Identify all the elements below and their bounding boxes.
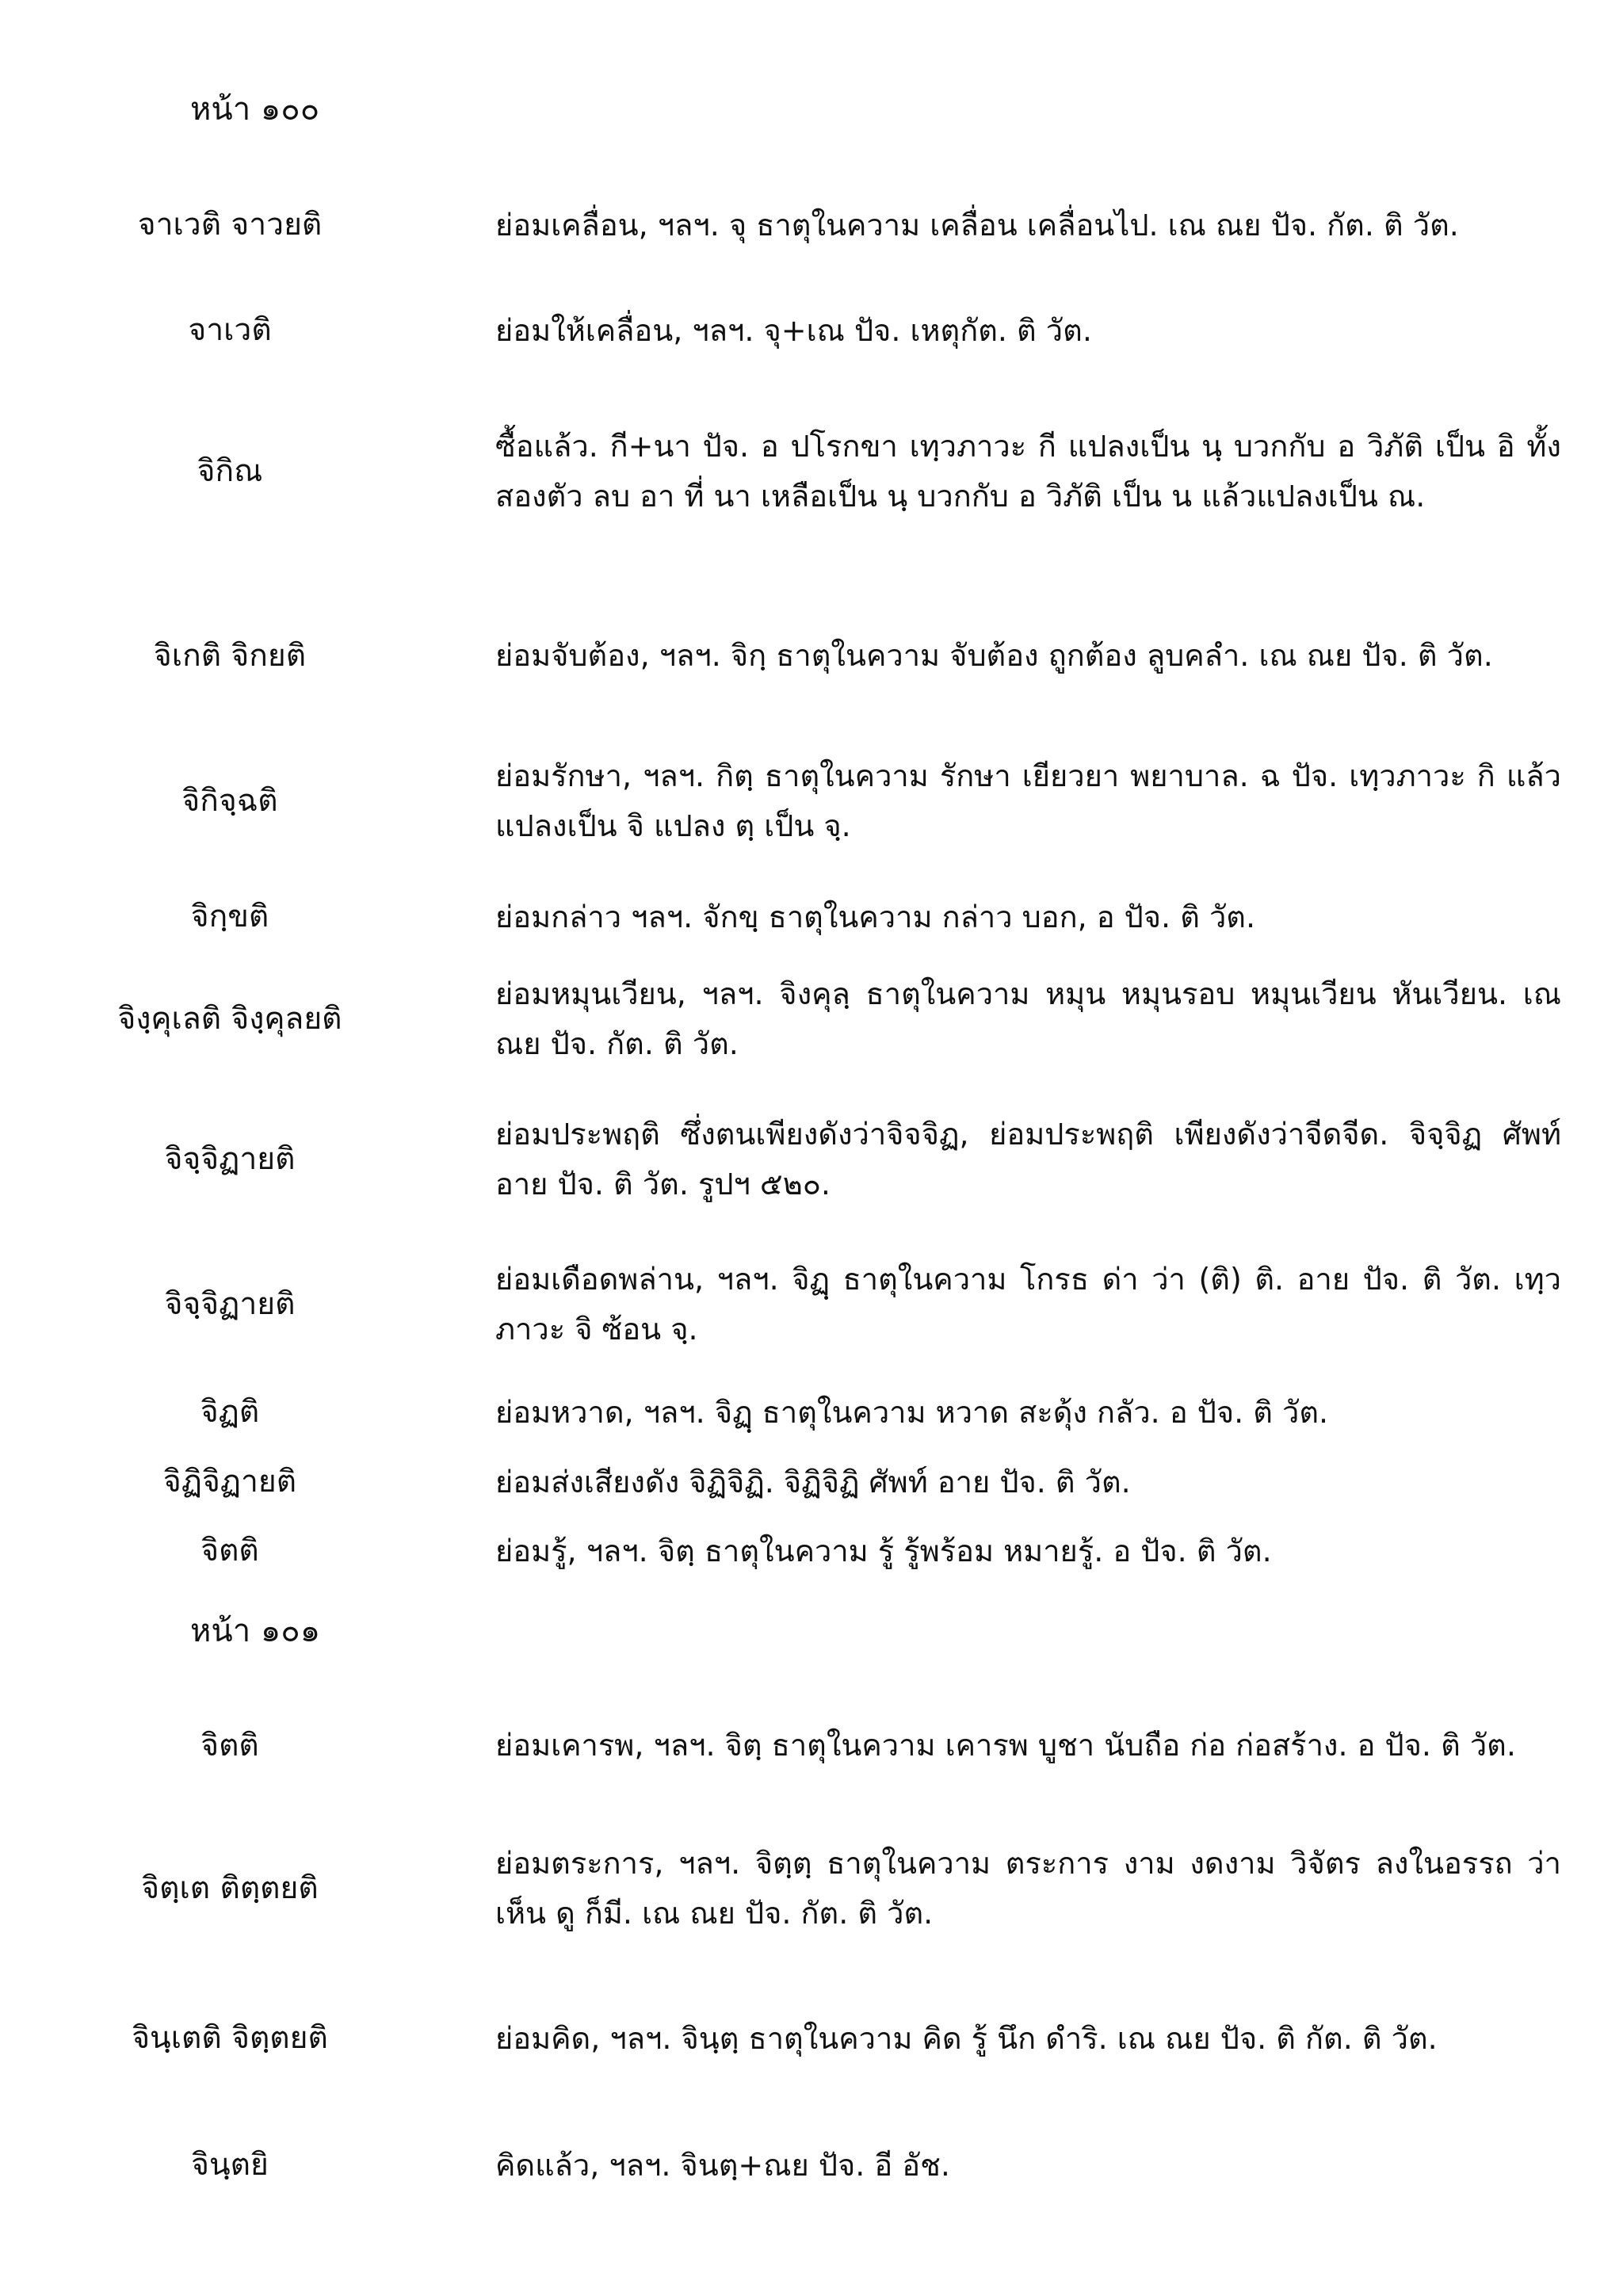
- entry-definition: ย่อมหวาด, ฯลฯ. จิฏฺ ธาตุในความ หวาด สะดุ้ง กลัว. อ ปัจ. ติ วัต.: [495, 1394, 1329, 1430]
- entry-term: จิกิจฺฉติ: [181, 782, 278, 819]
- entry-definition: คิดแล้ว, ฯลฯ. จินตฺ+ณย ปัจ. อี อัช.: [495, 2147, 950, 2183]
- entry-definition: ย่อมตระการ, ฯลฯ. จิตฺตฺ ธาตุในความ ตระการ งาม งดงาม วิจัตร ลงในอรรถ ว่า เห็น ดู ก็มี. เณ ณย ปัจ. กัต. ติ วัต.: [495, 1845, 1561, 1931]
- entry-term: จิจฺจิฏายติ: [164, 1140, 296, 1177]
- entry-term: จิกฺขติ: [190, 899, 269, 934]
- entry-definition: ย่อมรักษา, ฯลฯ. กิตฺ ธาตุในความ รักษา เยียวยา พยาบาล. ฉ ปัจ. เทฺวภาวะ กิ แล้วแปลงเป็น จิ แปลง ตฺ เป็น จฺ.: [495, 758, 1561, 843]
- entry-definition: ย่อมเคารพ, ฯลฯ. จิตฺ ธาตุในความ เคารพ บูชา นับถือ ก่อ ก่อสร้าง. อ ปัจ. ติ วัต.: [495, 1728, 1516, 1763]
- dictionary-entry: [0, 200, 1623, 250]
- entry-definition: ย่อมประพฤติ ซึ่งตนเพียงดังว่าจิจจิฏ, ย่อมประพฤติ เพียงดังว่าจีดจีด. จิจฺจิฏ ศัพท์ อาย ปัจ. ติ วัต. รูปฯ ๕๒๐.: [495, 1116, 1561, 1201]
- dictionary-entry: [0, 1457, 1623, 1507]
- entry-definition: ย่อมคิด, ฯลฯ. จินฺตฺ ธาตุในความ คิด รู้ นึก ดำริ. เณ ณย ปัจ. ติ กัต. ติ วัต.: [495, 2020, 1438, 2056]
- entry-definition: ย่อมเคลื่อน, ฯลฯ. จุ ธาตุในความ เคลื่อน เคลื่อนไป. เณ ณย ปัจ. กัต. ติ วัต.: [495, 207, 1459, 243]
- dictionary-entry: [0, 2013, 1623, 2064]
- entry-term: จาเวติ จาวยติ: [137, 207, 323, 243]
- dictionary-entry: [0, 392, 1623, 551]
- dictionary-entry: [0, 747, 1623, 854]
- dictionary-entry: [0, 1251, 1623, 1358]
- entry-term: จิตฺเต ติตฺตยติ: [141, 1870, 319, 1906]
- dictionary-entry: [0, 892, 1623, 942]
- entry-term: จิกิณ: [197, 453, 263, 489]
- dictionary-entry: [0, 1526, 1623, 1576]
- entry-term: จิฏิจิฏายติ: [162, 1464, 297, 1499]
- dictionary-entry: [0, 305, 1623, 356]
- dictionary-entry: [0, 1835, 1623, 1942]
- entry-definition: ซื้อแล้ว. กี+นา ปัจ. อ ปโรกขา เทฺวภาวะ กี แปลงเป็น นฺ บวกกับ อ วิภัติ เป็น อิ ทั้งสองตัว ลบ อา ที่ นา เหลือเป็น นฺ บวกกับ อ วิภัติ เป็น น แล้วแปลงเป็น ณ.: [495, 429, 1561, 514]
- dictionary-entry: [0, 1106, 1623, 1213]
- entry-term: จินฺเตติ จิตฺตยติ: [132, 2020, 328, 2056]
- entry-term: จินฺตยิ: [191, 2147, 269, 2183]
- entry-definition: ย่อมส่งเสียงดัง จิฏิจิฏิ. จิฏิจิฏิ ศัพท์ อาย ปัจ. ติ วัต.: [495, 1464, 1131, 1499]
- entry-definition: ย่อมกล่าว ฯลฯ. จักขฺ ธาตุในความ กล่าว บอก, อ ปัจ. ติ วัต.: [495, 899, 1256, 934]
- dictionary-entry: [0, 1692, 1623, 1799]
- entry-definition: ย่อมรู้, ฯลฯ. จิตฺ ธาตุในความ รู้ รู้พร้อม หมายรู้. อ ปัจ. ติ วัต.: [495, 1533, 1272, 1568]
- dictionary-entry: [0, 1387, 1623, 1438]
- entry-definition: ย่อมเดือดพล่าน, ฯลฯ. จิฏฺ ธาตุในความ โกรธ ด่า ว่า (ติ) ติ. อาย ปัจ. ติ วัต. เทฺวภาวะ จิ ซ้อน จฺ.: [495, 1261, 1561, 1347]
- entry-term: จิตติ: [200, 1727, 259, 1763]
- entry-definition: ย่อมจับต้อง, ฯลฯ. จิกฺ ธาตุในความ จับต้อง ถูกต้อง ลูบคลำ. เณ ณย ปัจ. ติ วัต.: [495, 638, 1493, 673]
- entry-term: จิตติ: [200, 1533, 259, 1568]
- dictionary-entry: [0, 965, 1623, 1072]
- page-number-heading: หน้า ๑๐๐: [190, 91, 320, 128]
- entry-term: จาเวติ: [188, 312, 272, 348]
- dictionary-entry: [0, 2140, 1623, 2191]
- page-number-heading: หน้า ๑๐๑: [190, 1613, 321, 1649]
- dictionary-entry: [0, 602, 1623, 709]
- entry-term: จิเกติ จิกยติ: [153, 637, 307, 674]
- entry-definition: ย่อมให้เคลื่อน, ฯลฯ. จุ+เณ ปัจ. เหตุกัต. ติ วัต.: [495, 312, 1092, 348]
- entry-term: จิจฺจิฏายติ: [164, 1286, 296, 1322]
- entry-term: จิฏติ: [200, 1394, 260, 1430]
- entry-definition: ย่อมหมุนเวียน, ฯลฯ. จิงคุลฺ ธาตุในความ หมุน หมุนรอบ หมุนเวียน หันเวียน. เณ ณย ปัจ. กัต. ติ วัต.: [495, 976, 1561, 1061]
- entry-term: จิงฺคุเลติ จิงฺคุลยติ: [117, 1000, 342, 1037]
